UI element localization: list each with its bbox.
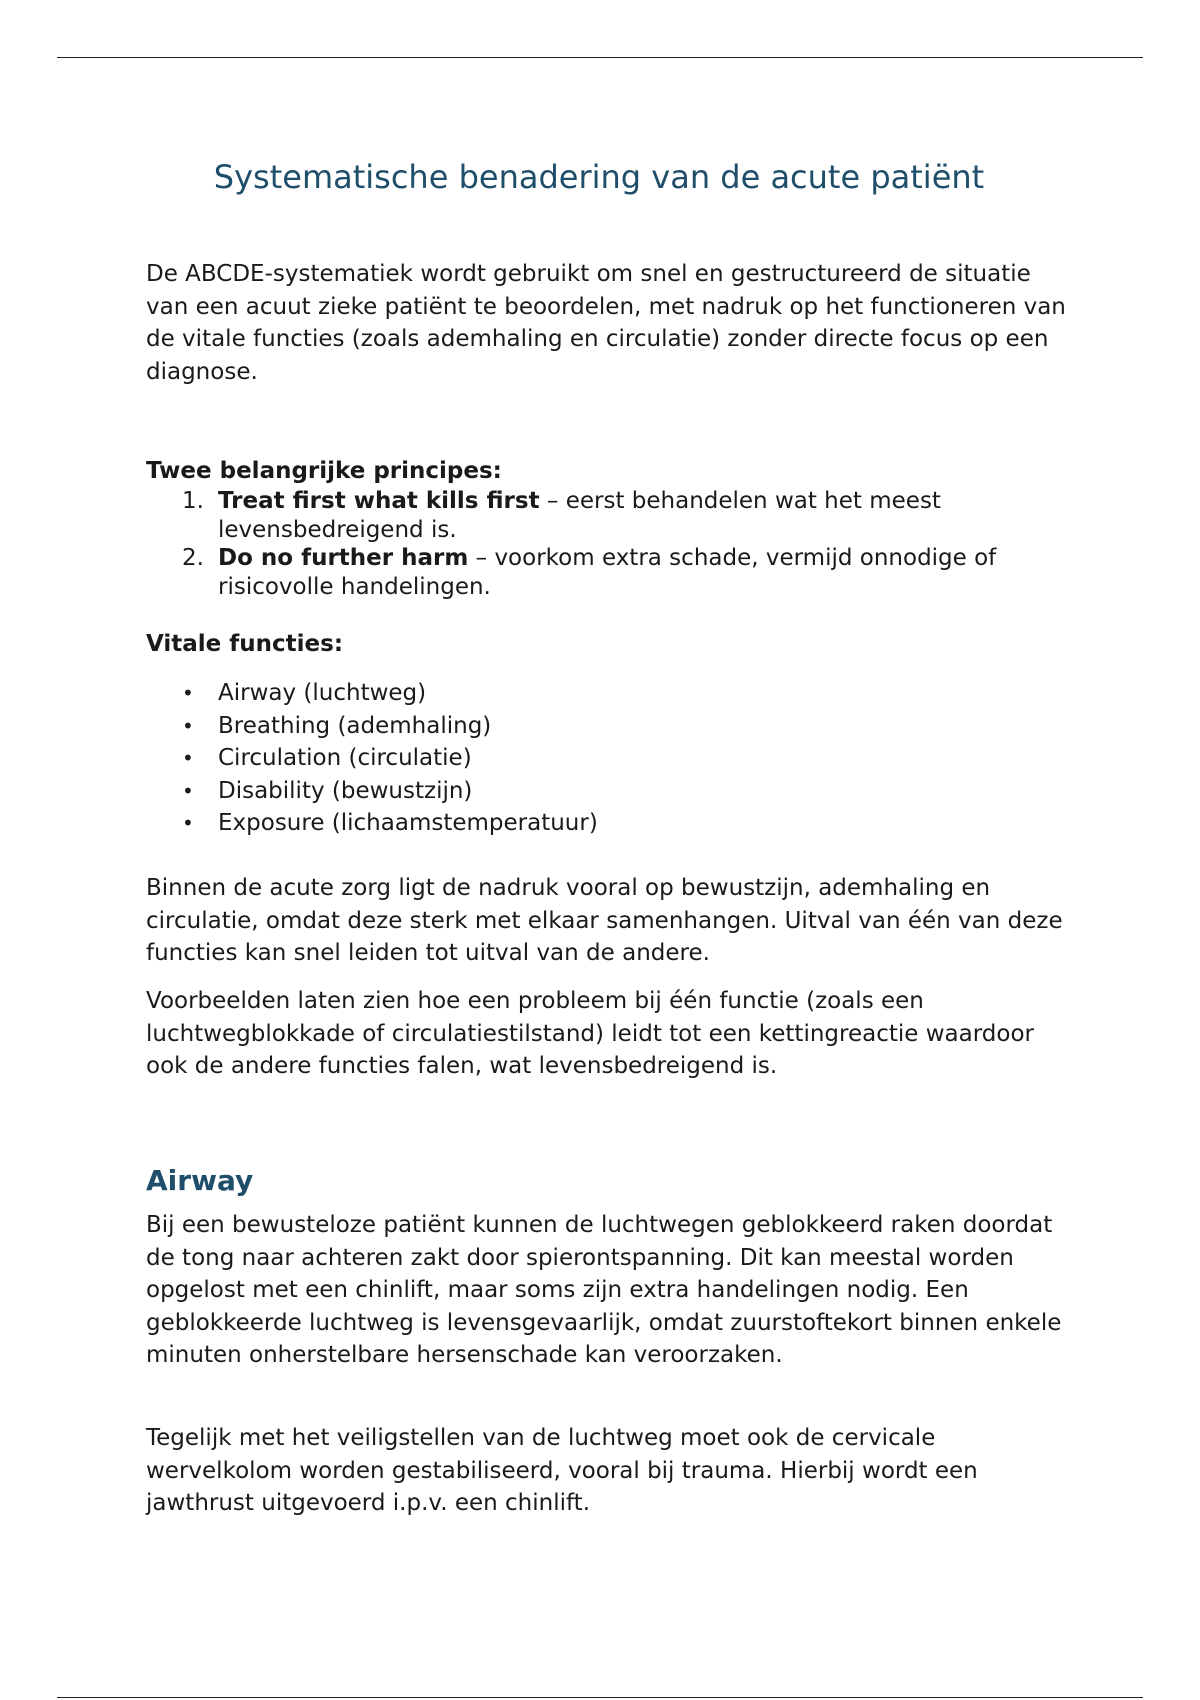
list-item (146, 775, 598, 808)
list-item (146, 710, 598, 743)
intro-paragraph: De ABCDE-systematiek wordt gebruikt om snel en gestructureerd de situatie van een acuut zieke patiënt te beoordelen, met nadruk op het functioneren van de vitale functies (zoals ademhaling en circulatie) zonder directe focus op een diagnose. (146, 261, 1066, 385)
vitals-list (146, 677, 598, 840)
bullet-icon: • (182, 713, 194, 738)
principle-text: – eerst behandelen wat het meest levensbedreigend is. (218, 488, 941, 543)
airway-paragraph-1: Bij een bewusteloze patiënt kunnen de luchtwegen geblokkeerd raken doordat de tong naar achteren zakt door spierontspanning. Dit kan meestal worden opgelost met een chinlift, maar soms zijn extra handelingen nodig. Een geblokkeerde luchtweg is levensgevaarlijk, omdat zuurstoftekort binnen enkele minuten onherstelbare hersenschade kan veroorzaken. (146, 1212, 1062, 1368)
principle-text: – voorkom extra schade, vermijd onnodige of risicovolle handelingen. (218, 545, 997, 600)
principles-heading: Twee belangrijke principes: (146, 458, 502, 484)
list-item (146, 742, 598, 775)
paragraph-examples: Voorbeelden laten zien hoe een probleem bij één functie (zoals een luchtwegblokkade of circulatiestilstand) leidt tot een kettingreactie waardoor ook de andere functies falen, wat levensbedreigend is. (146, 988, 1034, 1079)
list-item (146, 807, 598, 840)
airway-paragraph-2: Tegelijk met het veiligstellen van de luchtweg moet ook de cervicale wervelkolom worden gestabiliseerd, vooral bij trauma. Hierbij wordt een jawthrust uitgevoerd i.p.v. een chinlift. (146, 1425, 978, 1516)
bullet-icon: • (182, 811, 194, 835)
vital-label: Disability (bewustzijn) (218, 777, 473, 804)
bottom-divider (57, 1697, 1143, 1698)
principle-number: 2. (182, 545, 204, 571)
vital-label: Circulation (circulatie) (218, 745, 472, 771)
bullet-icon: • (182, 778, 194, 803)
vitals-heading: Vitale functies: (146, 631, 344, 657)
principles-list (146, 487, 1066, 601)
vital-label: Exposure (lichaamstemperatuur) (218, 810, 598, 836)
principle-number: 1. (182, 488, 204, 514)
principle-item (146, 544, 1066, 601)
principle-bold: Treat first what kills first (218, 488, 540, 514)
page-title: Systematische benadering van de acute patiënt (213, 158, 985, 196)
list-item (146, 677, 598, 710)
airway-heading: Airway (146, 1164, 254, 1197)
vital-label: Airway (luchtweg) (218, 680, 427, 706)
principle-item (146, 487, 1066, 544)
vital-label: Breathing (ademhaling) (218, 712, 492, 739)
bullet-icon: • (182, 681, 194, 705)
top-divider (57, 57, 1143, 58)
bullet-icon: • (182, 746, 194, 770)
paragraph-acute-care: Binnen de acute zorg ligt de nadruk vooral op bewustzijn, ademhaling en circulatie, omdat deze sterk met elkaar samenhangen. Uitval van één van deze functies kan snel leiden tot uitval van de andere. (146, 875, 1063, 966)
principle-bold: Do no further harm (218, 545, 469, 571)
